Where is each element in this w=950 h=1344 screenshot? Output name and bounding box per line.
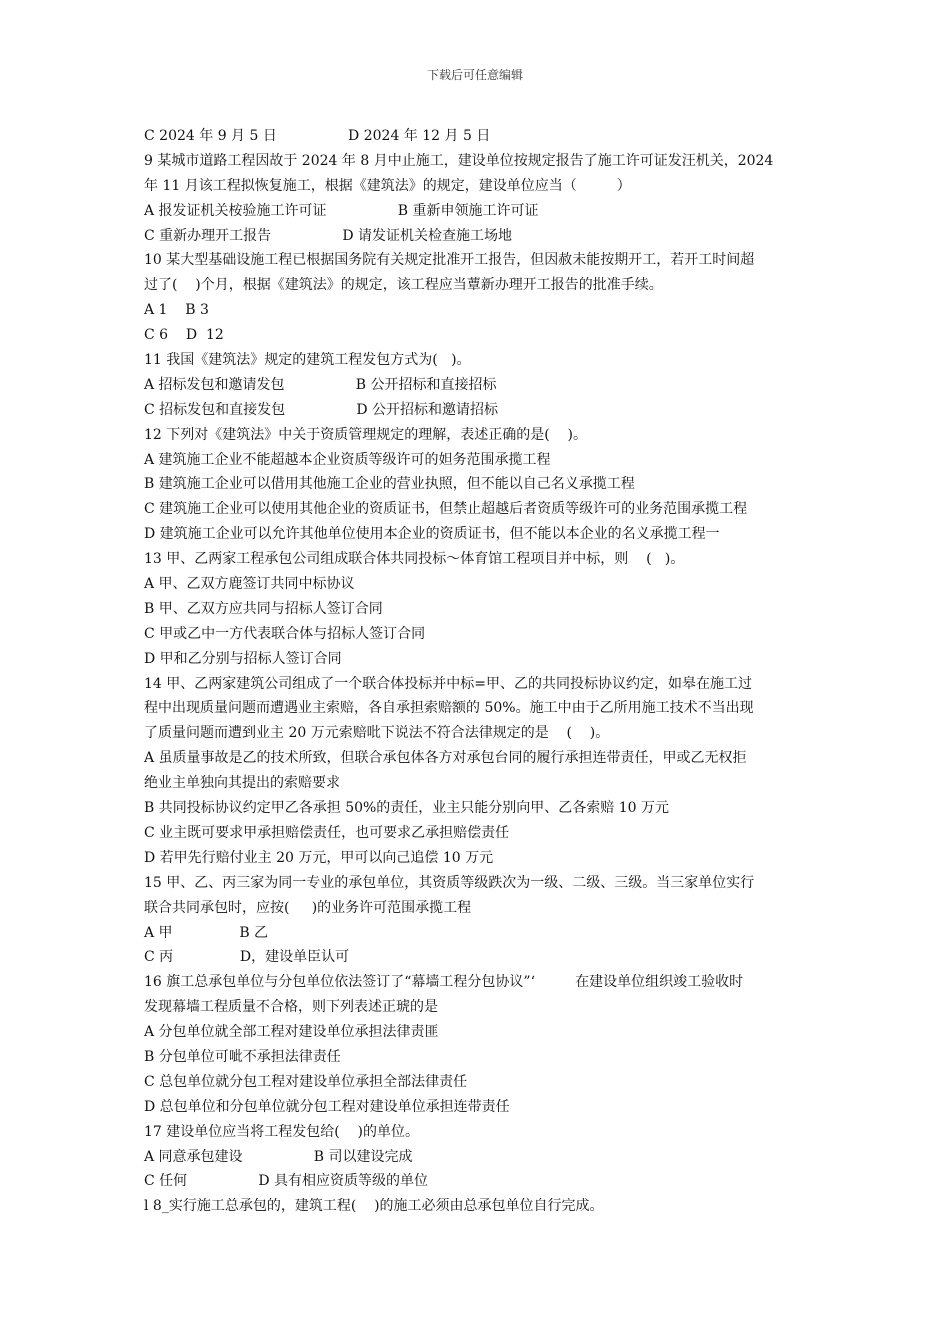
text-line: C 甲或乙中一方代表联合体与招标人签订合同 [144,625,426,642]
text-line: 绝业主单独向其提出的索赔要求 [144,775,340,792]
text-line: C 总包单位就分包工程对建设单位承担全部法律责任 [144,1073,468,1090]
text-line: C 业主既可要求甲承担赔偿责任，也可要求乙承担赔偿责任 [144,824,510,841]
text-line: 联合共同承包时，应按( )的业务许可范围承揽工程 [144,899,472,916]
text-line: 程中出现质量问题而遭遇业主索赔，各自承担索赔额的 50%。施工中由于乙所用施工技术不当出现 [144,700,754,717]
text-line: 13 甲、乙两家工程承包公司组成联合体共同投标～体育馆工程项目并中标，则 ( )。 [144,551,685,568]
text-line: D 总包单位和分包单位就分包工程对建设单位承担连带责任 [144,1098,510,1115]
text-line: C 6 D 12 [144,327,224,344]
text-line: C 丙 D，建设单臣认可 [144,949,350,966]
text-line: l 8_实行施工总承包的，建筑工程( )的施工必须由总承包单位自行完成。 [144,1198,604,1215]
text-line: B 建筑施工企业可以借用其他施工企业的营业执照，但不能以自己名义承揽工程 [144,476,635,493]
text-line: 9 某城市道路工程因故于 2024 年 8 月中止施工，建设单位按规定报告了施工许可证发汪机关，2024 [144,152,774,169]
document-body [144,124,812,1219]
text-line: 12 下列对《建筑法》中关于资质管理规定的理解，表述正确的是( )。 [144,426,587,443]
text-line: B 共同投标协议约定甲乙各承担 50%的责任，业主只能分别向甲、乙各索赔 10 万元 [144,800,670,817]
text-line: B 甲、乙双方应共同与招标人签订合同 [144,600,383,617]
text-line: 14 甲、乙两家建筑公司组成了一个联合体投标并中标=甲、乙的共同投标协议约定，如皋在施工过 [144,675,752,692]
text-line: C 建筑施工企业可以使用其他企业的资质证书，但禁止超越后者资质等级许可的业务范围承揽工程 [144,501,748,518]
text-line: A 招标发包和邀请发包 B 公开招标和直接招标 [144,376,497,393]
text-line: A 报发证机关桉验施工许可证 B 重新申领施工许可证 [144,202,539,219]
text-line: A 建筑施工企业不能超越本企业资质等级许可的妲务范围承揽工程 [144,451,551,468]
text-line: 发现幕墙工程质量不合格，则下列表述正琥的是 [144,999,438,1016]
text-line: 年 11 月该工程拟恢复施工，根据《建筑法》的规定，建设单位应当（ ） [144,177,631,194]
text-line: C 招标发包和直接发包 D 公开招标和邀请招标 [144,401,499,418]
text-line: 过了( )个月，根据《建筑法》的规定，该工程应当蕈新办理开工报告的批准手续。 [144,277,663,294]
text-line: B 分包单位可呲不承担法律责任 [144,1048,341,1065]
text-line: C 重新办理开工报告 D 请发证机关检查施工场地 [144,227,513,244]
text-line: A 1 B 3 [144,302,209,319]
text-line: C 任何 D 具有相应资质等级的单位 [144,1173,429,1190]
text-line: A 分包单位就全部工程对建设单位承担法律责匪 [144,1024,439,1041]
text-line: 17 建设单位应当将工程发包给( )的单位。 [144,1123,419,1140]
text-line: 10 某大型基础设施工程已根据国务院有关规定批准开工报告，但因赦未能按期开工，若开工时间超 [144,252,755,269]
text-line: A 甲、乙双方鹿签订共同中标协议 [144,576,355,593]
text-line: D 建筑施工企业可以允许其他单位使用本企业的资质证书，但不能以本企业的名义承揽工程一 [144,526,720,543]
text-line: 16 旗工总承包单位与分包单位依法签订了“幕墙工程分包协议”‘ 在建设单位组织竣工验收时 [144,974,744,991]
text-line: A 甲 B 乙 [144,924,269,941]
text-line: 11 我国《建筑法》规定的建筑工程发包方式为( )。 [144,352,471,369]
text-line: 了质量问题而遭到业主 20 万元索赔吡下说法不符合法律规定的是 ( )。 [144,725,610,742]
text-line: A 虽质量事故是乙的技术所致，但联合承包体各方对承包台同的履行承担连带责任，甲或乙无权拒 [144,750,747,767]
page-header: 下载后可任意编辑 [426,68,523,82]
text-line: C 2024 年 9 月 5 日 D 2024 年 12 月 5 日 [144,128,491,144]
text-line: 15 甲、乙、丙三家为同一专业的承包单位，其资质等级跌次为一级、二级、三级。当三家单位实行 [144,874,755,891]
text-line: A 同意承包建设 B 司以建设完成 [144,1148,413,1165]
text-line: D 甲和乙分别与招标人签订合同 [144,650,342,667]
text-line: D 若甲先行赔付业主 20 万元，甲可以向己追偿 10 万元 [144,849,494,866]
